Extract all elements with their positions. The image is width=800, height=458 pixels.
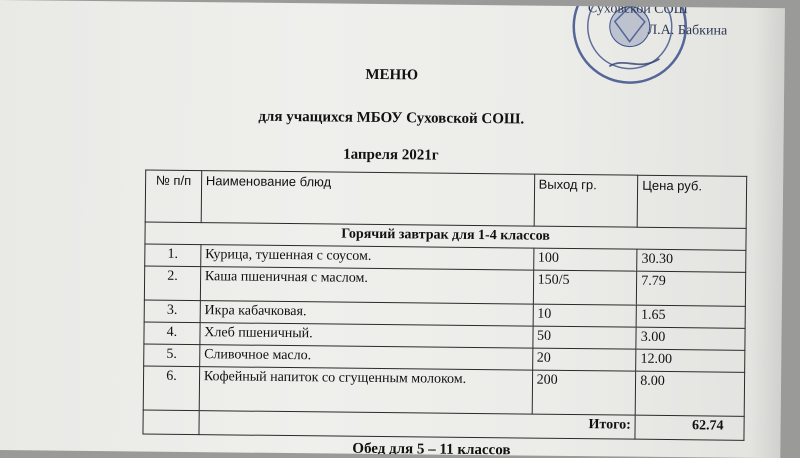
total-empty-cell	[143, 410, 199, 435]
row-num: 1.	[145, 244, 201, 267]
row-output: 100	[533, 248, 637, 271]
total-value: 62.74	[635, 415, 744, 440]
row-output: 150/5	[533, 270, 637, 305]
row-name: Курица, тушенная с соусом.	[201, 245, 534, 270]
table-header-row	[145, 170, 747, 228]
approval-signatory: Л.А. Бабкина	[647, 22, 728, 39]
header-num: № п/п	[145, 170, 201, 223]
total-label: Итого:	[199, 411, 636, 440]
table-row	[143, 366, 744, 416]
document-title: МЕНЮ	[365, 66, 419, 84]
document-subtitle: для учащихся МБОУ Суховской СОШ.	[258, 108, 525, 128]
row-num: 2.	[144, 266, 200, 301]
row-output: 10	[533, 304, 637, 327]
header-price: Цена руб.	[637, 175, 746, 228]
total-row	[143, 410, 744, 440]
row-price: 12.00	[636, 349, 745, 372]
row-num: 3.	[144, 300, 200, 323]
row-price: 30.30	[637, 249, 746, 272]
row-price: 1.65	[636, 305, 745, 328]
row-name: Каша пшеничная с маслом.	[200, 267, 533, 304]
row-output: 50	[532, 326, 636, 349]
row-price: 7.79	[637, 271, 746, 306]
header-output: Выход гр.	[534, 174, 638, 227]
row-num: 4.	[144, 322, 200, 345]
row-output: 200	[532, 370, 636, 415]
row-name: Кофейный напиток со сгущенным молоком.	[199, 367, 532, 414]
section-title: Горячий завтрак для 1-4 классов	[145, 222, 746, 250]
header-name: Наименование блюд	[201, 171, 534, 226]
document-date: 1апреля 2021г	[343, 146, 439, 164]
menu-table	[142, 170, 747, 441]
approval-line-1: Суховской СОШ	[587, 1, 688, 18]
row-price: 3.00	[636, 327, 745, 350]
row-price: 8.00	[635, 371, 744, 416]
row-output: 20	[532, 348, 636, 371]
row-name: Икра кабачковая.	[200, 301, 533, 326]
next-section-title: Обед для 5 – 11 классов	[352, 440, 511, 458]
row-num: 5.	[144, 344, 200, 367]
row-name: Сливочное масло.	[199, 345, 532, 370]
row-name: Хлеб пшеничный.	[200, 323, 533, 348]
row-num: 6.	[143, 366, 199, 411]
